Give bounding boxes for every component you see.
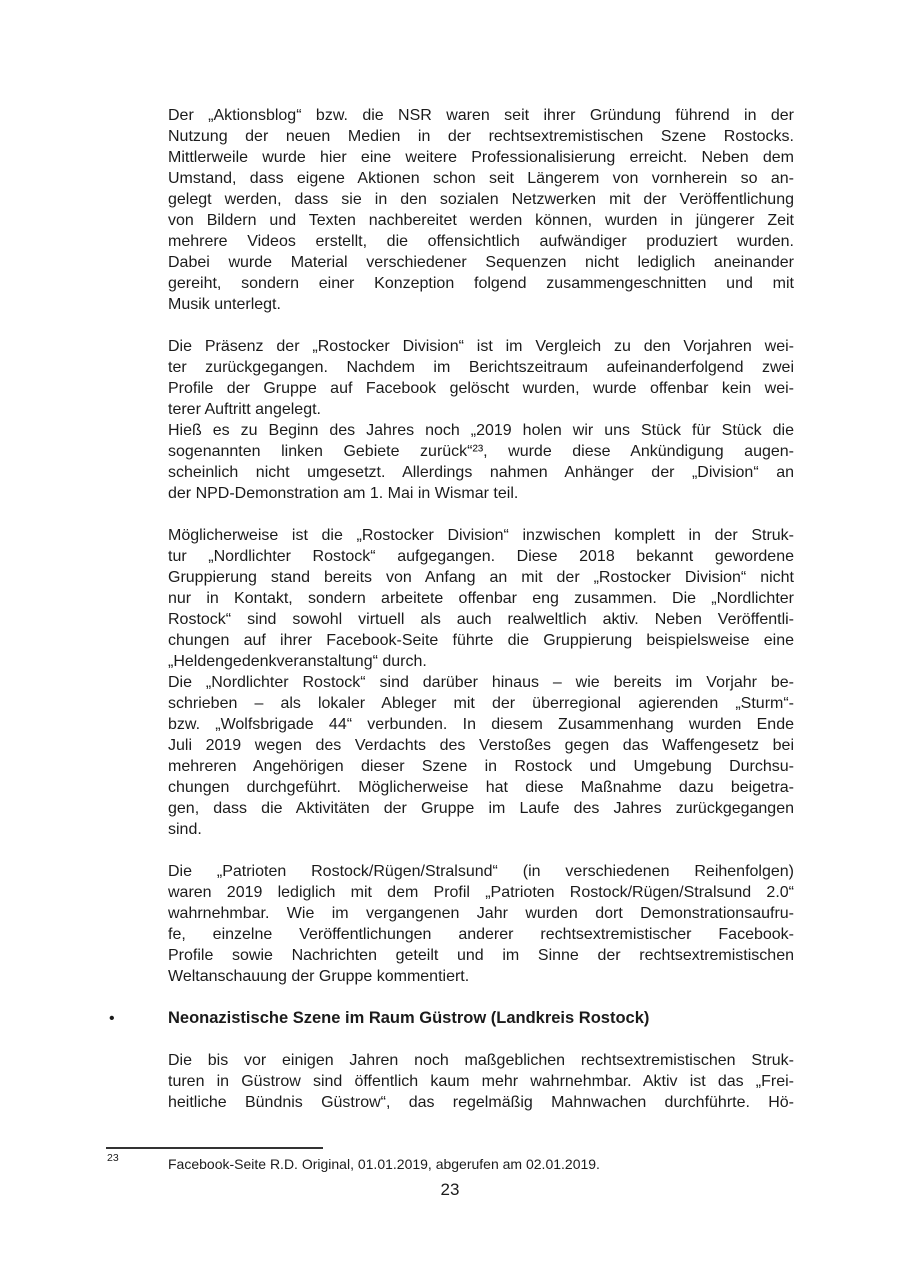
text-line: gelegt werden, dass sie in den sozialen Netzwerken mit der Veröffentlichung — [168, 191, 794, 208]
text-line: heitliche Bündnis Güstrow“, das regelmäßig Mahnwachen durchführte. Hö- — [168, 1094, 794, 1111]
text-line: gereiht, sondern einer Konzeption folgend zusammengeschnitten und mit — [168, 275, 794, 292]
text-line: fe, einzelne Veröffentlichungen anderer rechtsextremistischer Facebook- — [168, 926, 794, 943]
text-line: mehrere Videos erstellt, die offensichtlich aufwändiger produziert wurden. — [168, 233, 794, 250]
text-line: terer Auftritt angelegt. — [168, 401, 321, 418]
text-line: sind. — [168, 821, 202, 838]
footnote-marker: 23 — [107, 1152, 119, 1164]
paragraph-guestrow — [168, 1050, 794, 1113]
bullet-icon: • — [109, 1010, 115, 1027]
text-line: Profile der Gruppe auf Facebook gelöscht wurden, wurde offenbar kein wei- — [168, 380, 794, 397]
section-heading: Neonazistische Szene im Raum Güstrow (Landkreis Rostock) — [168, 1009, 650, 1027]
text-line: Umstand, dass eigene Aktionen schon seit Längerem von vornherein so an- — [168, 170, 794, 187]
text-line: Rostock“ sind sowohl virtuell als auch realweltlich aktiv. Neben Veröffentli- — [168, 611, 794, 628]
text-line: Dabei wurde Material verschiedener Sequenzen nicht lediglich aneinander — [168, 254, 794, 271]
heading-neonazistische-szene-guestrow — [109, 1008, 794, 1029]
text-line: Möglicherweise ist die „Rostocker Division“ inzwischen komplett in der Struk- — [168, 527, 794, 544]
text-line: wahrnehmbar. Wie im vergangenen Jahr wurden dort Demonstrationsaufru- — [168, 905, 794, 922]
text-line: schrieben – als lokaler Ableger mit der überregional agierenden „Sturm“- — [168, 695, 794, 712]
text-line: sogenannten linken Gebiete zurück“²³, wurde diese Ankündigung augen- — [168, 443, 794, 460]
text-line: scheinlich nicht umgesetzt. Allerdings nahmen Anhänger der „Division“ an — [168, 464, 794, 481]
text-line: Mittlerweile wurde hier eine weitere Professionalisierung erreicht. Neben dem — [168, 149, 794, 166]
body-text-column — [109, 105, 794, 1134]
text-line: Die „Nordlichter Rostock“ sind darüber hinaus – wie bereits im Vorjahr be- — [168, 674, 794, 691]
text-line: der NPD-Demonstration am 1. Mai in Wismar teil. — [168, 485, 519, 502]
footnote-separator-rule — [106, 1147, 323, 1149]
text-line: Gruppierung stand bereits von Anfang an mit der „Rostocker Division“ nicht — [168, 569, 794, 586]
text-line: gen, dass die Aktivitäten der Gruppe im Laufe des Jahres zurückgegangen — [168, 800, 794, 817]
paragraph-patrioten-rostock — [168, 861, 794, 987]
paragraph-nordlichter-rostock — [168, 525, 794, 840]
text-line: Profile sowie Nachrichten geteilt und im Sinne der rechtsextremistischen — [168, 947, 794, 964]
text-line: Die „Patrioten Rostock/Rügen/Stralsund“ (in verschiedenen Reihenfolgen) — [168, 863, 794, 880]
text-line: Weltanschauung der Gruppe kommentiert. — [168, 968, 470, 985]
text-line: Nutzung der neuen Medien in der rechtsextremistischen Szene Rostocks. — [168, 128, 794, 145]
text-line: mehreren Angehörigen dieser Szene in Rostock und Umgebung Durchsu- — [168, 758, 794, 775]
text-line: von Bildern und Texten nachbereitet werden können, wurden in jüngerer Zeit — [168, 212, 794, 229]
page-number: 23 — [440, 1180, 460, 1199]
text-line: chungen durchgeführt. Möglicherweise hat diese Maßnahme dazu beigetra- — [168, 779, 794, 796]
text-line: tur „Nordlichter Rostock“ aufgegangen. Diese 2018 bekannt gewordene — [168, 548, 794, 565]
text-line: „Heldengedenkveranstaltung“ durch. — [168, 653, 427, 670]
text-line: waren 2019 lediglich mit dem Profil „Patrioten Rostock/Rügen/Stralsund 2.0“ — [168, 884, 794, 901]
text-line: Die Präsenz der „Rostocker Division“ ist im Vergleich zu den Vorjahren wei- — [168, 338, 794, 355]
text-line: Musik unterlegt. — [168, 296, 281, 313]
text-line: Der „Aktionsblog“ bzw. die NSR waren seit ihrer Gründung führend in der — [168, 107, 794, 124]
paragraph-aktionsblog-nsr — [168, 105, 794, 315]
text-line: bzw. „Wolfsbrigade 44“ verbunden. In diesem Zusammenhang wurden Ende — [168, 716, 794, 733]
paragraph-rostocker-division — [168, 336, 794, 504]
footnote-text: Facebook-Seite R.D. Original, 01.01.2019, abgerufen am 02.01.2019. — [168, 1156, 600, 1172]
text-line: ter zurückgegangen. Nachdem im Berichtszeitraum aufeinanderfolgend zwei — [168, 359, 794, 376]
text-line: Juli 2019 wegen des Verdachts des Verstoßes gegen das Waffengesetz bei — [168, 737, 794, 754]
text-line: turen in Güstrow sind öffentlich kaum mehr wahrnehmbar. Aktiv ist das „Frei- — [168, 1073, 794, 1090]
text-line: nur in Kontakt, sondern arbeitete offenbar eng zusammen. Die „Nordlichter — [168, 590, 794, 607]
text-line: Die bis vor einigen Jahren noch maßgeblichen rechtsextremistischen Struk- — [168, 1052, 794, 1069]
text-line: Hieß es zu Beginn des Jahres noch „2019 holen wir uns Stück für Stück die — [168, 422, 794, 439]
text-line: chungen auf ihrer Facebook-Seite führte die Gruppierung beispielsweise eine — [168, 632, 794, 649]
